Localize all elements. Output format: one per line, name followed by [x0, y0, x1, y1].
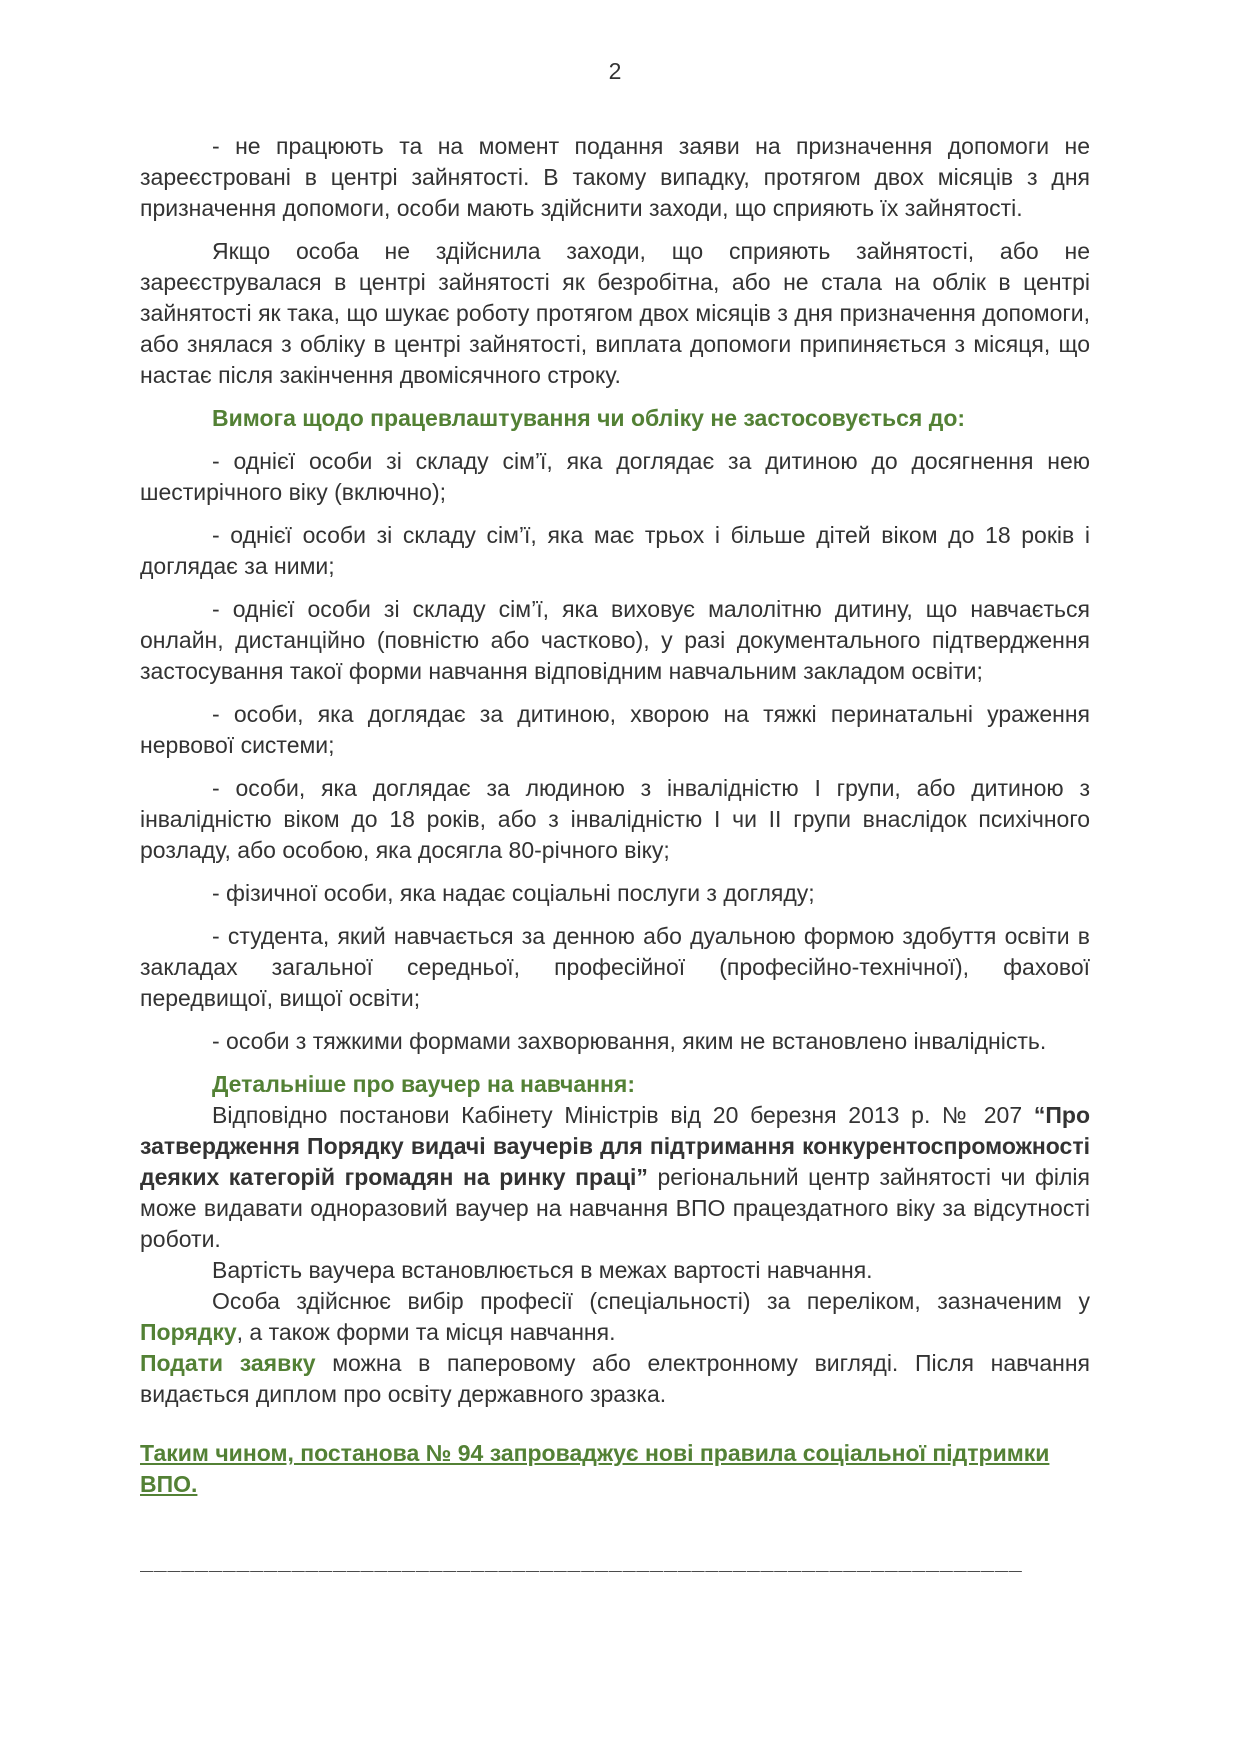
apply-rest: можна в паперовому або електронному вигляді. Після навчання видається диплом про освіту державного зразка.: [140, 1350, 1090, 1407]
heading-voucher: Детальніше про ваучер на навчання:: [212, 1071, 636, 1097]
page-number: 2: [608, 58, 622, 84]
poriadku-link[interactable]: Порядку: [140, 1319, 237, 1345]
paragraph-benefit-termination: Якщо особа не здійснила заходи, що сприяють зайнятості, або не зареєструвалася в центрі зайнятості як безробітна, або не стала на облік в центрі зайнятості як така, що шукає роботу протягом двох місяців з дня призначення допомоги, або знялася з обліку в центрі зайнятості, виплата допомоги припиняється з місяця, що настає після закінчення двомісячного строку.: [140, 238, 1090, 388]
exemption-item-three-children: - однієї особи зі складу сім’ї, яка має трьох і більше дітей віком до 18 років і доглядає за ними;: [140, 522, 1090, 579]
exemption-item-disability-care: - особи, яка доглядає за людиною з інвалідністю І групи, або дитиною з інвалідністю віком до 18 років, або з інвалідністю І чи ІІ групи внаслідок психічного розладу, або особою, яка досягла 80-річного віку;: [140, 775, 1090, 863]
exemption-item-online-schooling: - однієї особи зі складу сім’ї, яка виховує малолітню дитину, що навчається онлайн, дистанційно (повністю або частково), у разі документального підтвердження застосування такої форми навчання відповідним навчальним закладом освіти;: [140, 596, 1090, 684]
exemption-item-child-under-six: - однієї особи зі складу сім’ї, яка доглядає за дитиною до досягнення нею шестирічного віку (включно);: [140, 448, 1090, 505]
voucher-decree-title: “Про затвердження Порядку видачі ваучерів для підтримання конкурентоспроможності деяких категорій громадян на ринку праці”: [140, 1102, 1090, 1190]
profession-choice-suffix: , а також форми та місця навчання.: [236, 1319, 616, 1345]
exemption-item-social-services: - фізичної особи, яка надає соціальні послуги з догляду;: [212, 880, 815, 906]
paragraph-apply: [140, 1348, 1090, 1410]
apply-link[interactable]: Подати заявку: [140, 1350, 316, 1376]
paragraph-voucher-cost: Вартість ваучера встановлюється в межах вартості навчання.: [212, 1257, 873, 1283]
paragraph-profession-choice: [140, 1286, 1090, 1348]
paragraph-voucher-decree: [140, 1100, 1090, 1255]
divider-line: ________________________________________________________________: [140, 1548, 1023, 1574]
conclusion-statement: Таким чином, постанова № 94 запроваджує нові правила соціальної підтримки ВПО.: [140, 1440, 1050, 1497]
exemption-item-severe-illness: - особи з тяжкими формами захворювання, яким не встановлено інвалідність.: [212, 1028, 1047, 1054]
heading-exemptions: Вимога щодо працевлаштування чи обліку не застосовується до:: [212, 405, 966, 431]
profession-choice-prefix: Особа здійснює вибір професії (спеціальності) за переліком, зазначеним у: [212, 1288, 1090, 1314]
exemption-item-perinatal-care: - особи, яка доглядає за дитиною, хворою на тяжкі перинатальні ураження нервової системи;: [140, 701, 1090, 758]
voucher-decree-prefix: Відповідно постанови Кабінету Міністрів від 20 березня 2013 р. № 207: [212, 1102, 1034, 1128]
voucher-decree-suffix: регіональний центр зайнятості чи філія може видавати одноразовий ваучер на навчання ВПО працездатного віку за відсутності роботи.: [140, 1164, 1090, 1252]
exemption-item-student: - студента, який навчається за денною або дуальною формою здобуття освіти в закладах загальної середньої, професійної (професійно-технічної), фахової передвищої, вищої освіти;: [140, 923, 1090, 1011]
paragraph-employment-condition: - не працюють та на момент подання заяви на призначення допомоги не зареєстровані в центрі зайнятості. В такому випадку, протягом двох місяців з дня призначення допомоги, особи мають здійснити заходи, що сприяють їх зайнятості.: [140, 133, 1090, 221]
